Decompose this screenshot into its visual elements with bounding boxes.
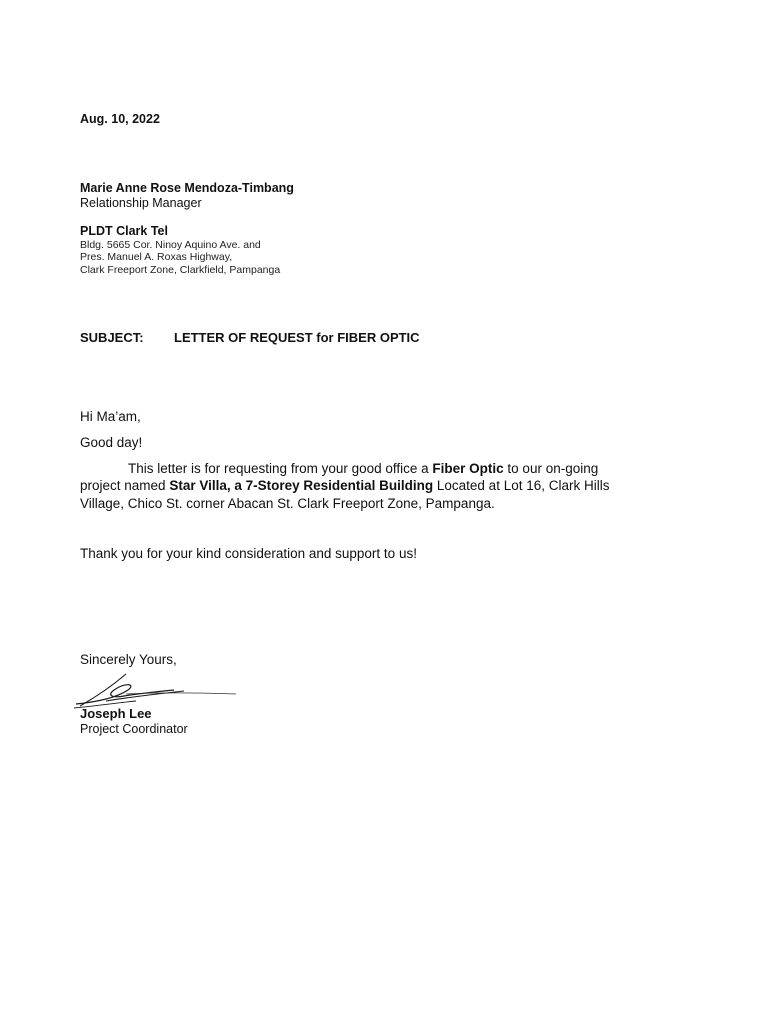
body-text: to our on-going	[503, 461, 599, 476]
address-line-2: Pres. Manuel A. Roxas Highway,	[80, 251, 233, 263]
good-day: Good day!	[80, 435, 143, 450]
recipient-company: PLDT Clark Tel	[80, 224, 168, 238]
letter-date: Aug. 10, 2022	[80, 112, 160, 126]
closing: Sincerely Yours,	[80, 652, 177, 667]
signer-name: Joseph Lee	[80, 706, 152, 721]
body-emphasis: Star Villa, a 7-Storey Residential Building	[169, 478, 434, 493]
recipient-title: Relationship Manager	[80, 196, 202, 210]
body-line-1	[128, 461, 598, 476]
subject-text: LETTER OF REQUEST for FIBER OPTIC	[174, 330, 420, 345]
greeting: Hi Ma’am,	[80, 409, 141, 424]
signer-title: Project Coordinator	[80, 722, 188, 736]
body-text: Located at Lot 16, Clark Hills	[433, 478, 610, 493]
thanks-line: Thank you for your kind consideration and support to us!	[80, 546, 417, 561]
address-line-3: Clark Freeport Zone, Clarkfield, Pampanga	[80, 264, 281, 276]
recipient-name: Marie Anne Rose Mendoza-Timbang	[80, 181, 294, 195]
body-line-3: Village, Chico St. corner Abacan St. Clark Freeport Zone, Pampanga.	[80, 496, 495, 511]
body-line-2	[80, 478, 609, 493]
subject-label: SUBJECT:	[80, 330, 144, 345]
address-line-1: Bldg. 5665 Cor. Ninoy Aquino Ave. and	[80, 239, 261, 251]
body-text: project named	[80, 478, 170, 493]
body-emphasis: Fiber Optic	[432, 461, 504, 476]
body-text: This letter is for requesting from your good office a	[128, 461, 433, 476]
